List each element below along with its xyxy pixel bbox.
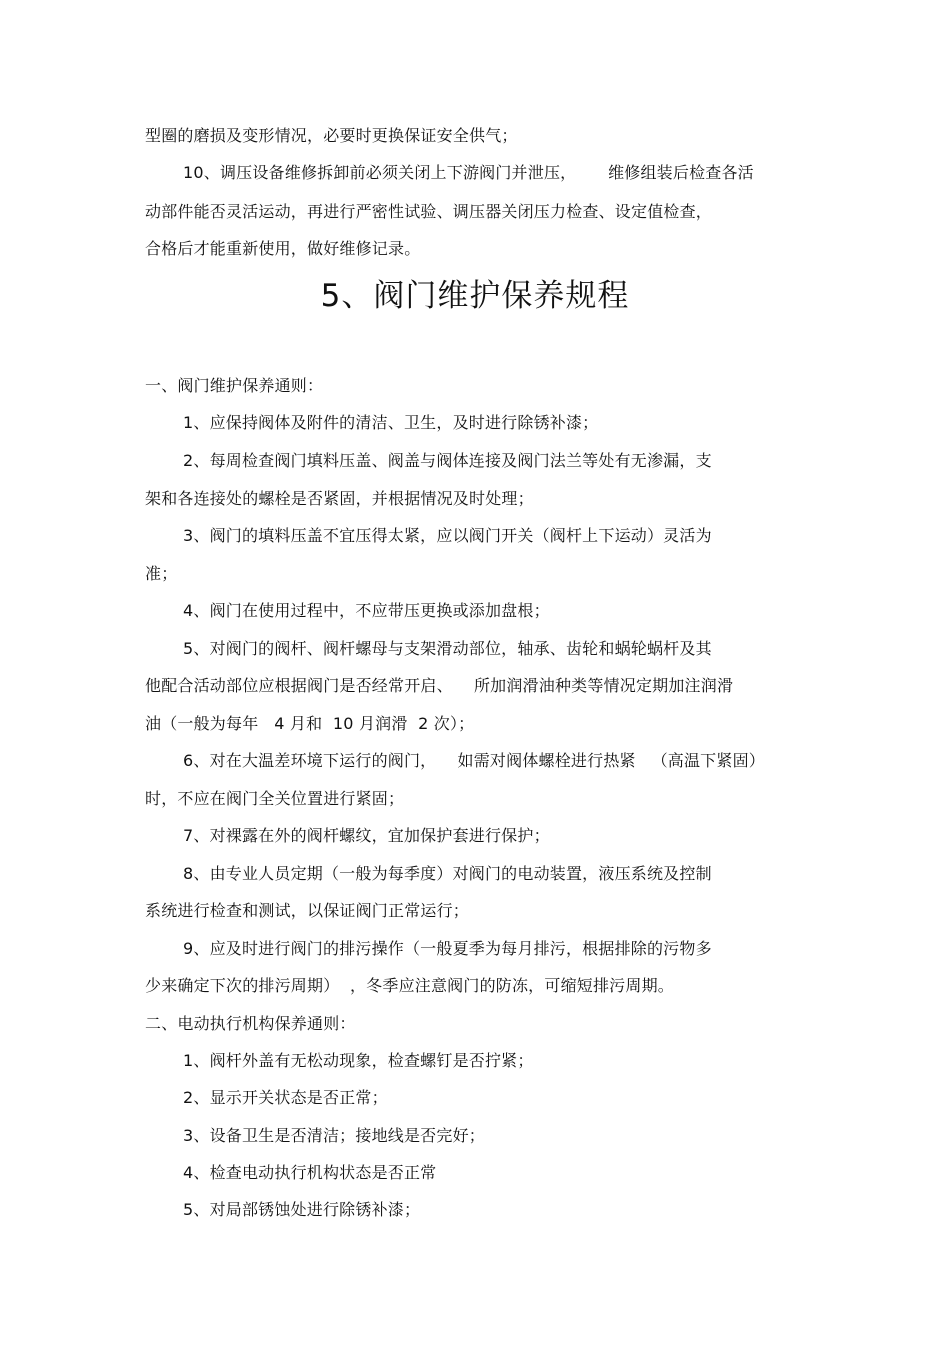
- text-line: 型圈的磨损及变形情况，必要时更换保证安全供气；: [145, 126, 518, 145]
- list-item: 8、由专业人员定期（一般为每季度）对阀门的电动装置，液压系统及控制: [183, 864, 712, 883]
- text-line: 时，不应在阀门全关位置进行紧固；: [145, 789, 405, 808]
- list-item: 7、对裸露在外的阀杆螺纹，宜加保护套进行保护；: [183, 826, 550, 845]
- section-title: 5、阀门维护保养规程: [320, 278, 630, 314]
- list-item: 3、设备卫生是否清洁；接地线是否完好；: [183, 1126, 485, 1145]
- list-item: 6、对在大温差环境下运行的阀门， 如需对阀体螺栓进行热紧 （高温下紧固）: [183, 751, 765, 770]
- text-line: 他配合活动部位应根据阀门是否经常开启、 所加润滑油种类等情况定期加注润滑: [145, 676, 734, 695]
- list-item: 4、阀门在使用过程中，不应带压更换或添加盘根；: [183, 601, 550, 620]
- list-item: 2、显示开关状态是否正常；: [183, 1088, 388, 1107]
- list-item: 5、对阀门的阀杆、阀杆螺母与支架滑动部位，轴承、齿轮和蜗轮蜗杆及其: [183, 639, 712, 658]
- text-line: 10、调压设备维修拆卸前必须关闭上下游阀门并泄压， 维修组装后检查各活: [183, 163, 754, 182]
- section-heading: 二、电动执行机构保养通则：: [145, 1014, 356, 1033]
- text-line: 架和各连接处的螺栓是否紧固，并根据情况及时处理；: [145, 489, 534, 508]
- text-line: 准；: [145, 564, 178, 583]
- text-line: 油（一般为每年 4 月和 10 月润滑 2 次）；: [145, 714, 475, 733]
- list-item: 9、应及时进行阀门的排污操作（一般夏季为每月排污，根据排除的污物多: [183, 939, 712, 958]
- list-item: 4、检查电动执行机构状态是否正常: [183, 1163, 437, 1182]
- list-item: 3、阀门的填料压盖不宜压得太紧，应以阀门开关（阀杆上下运动）灵活为: [183, 526, 712, 545]
- text-line: 少来确定下次的排污周期） ，冬季应注意阀门的防冻，可缩短排污周期。: [145, 976, 674, 995]
- list-item: 1、阀杆外盖有无松动现象，检查螺钉是否拧紧；: [183, 1051, 534, 1070]
- list-item: 5、对局部锈蚀处进行除锈补漆；: [183, 1200, 421, 1219]
- list-item: 2、每周检查阀门填料压盖、阀盖与阀体连接及阀门法兰等处有无渗漏，支: [183, 451, 712, 470]
- list-item: 1、应保持阀体及附件的清洁、卫生，及时进行除锈补漆；: [183, 413, 599, 432]
- section-heading: 一、阀门维护保养通则：: [145, 376, 324, 395]
- text-line: 动部件能否灵活运动，再进行严密性试验、调压器关闭压力检查、设定值检查，: [145, 202, 713, 221]
- text-line: 系统进行检查和测试，以保证阀门正常运行；: [145, 901, 470, 920]
- text-line: 合格后才能重新使用，做好维修记录。: [145, 239, 421, 258]
